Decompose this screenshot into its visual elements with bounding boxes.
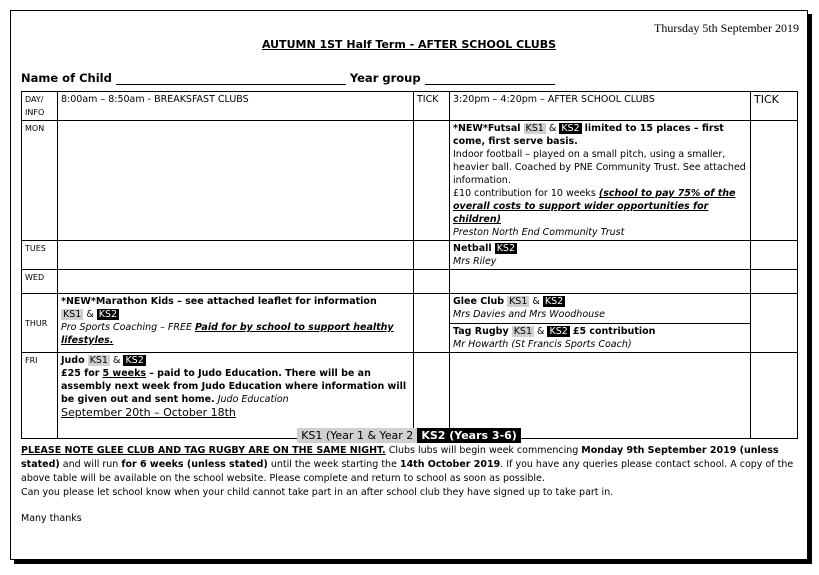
netball-title: Netball: [453, 243, 492, 254]
name-label: Name of Child: [21, 71, 112, 85]
ks1-badge: KS1: [513, 326, 532, 337]
judo-weeks: 5 weeks: [102, 368, 147, 379]
ks2-badge: KS2: [549, 326, 568, 337]
table-row-wed: [22, 270, 798, 294]
key-ks2: KS2 (Years 3-6): [417, 428, 521, 443]
mon-morning: [58, 121, 414, 241]
futsal-provider: Preston North End Community Trust: [453, 227, 625, 238]
fri-tick-2[interactable]: [751, 353, 798, 439]
tues-tick-2[interactable]: [751, 241, 798, 270]
footer-p1: Clubs lubs will begin week commencing: [388, 445, 579, 456]
judo-dates: September 20th – October 18th: [61, 406, 236, 419]
header-day: DAY/ INFO: [22, 92, 58, 121]
tues-morning: [58, 241, 414, 270]
table-row-tues: [22, 241, 798, 270]
and-text: &: [86, 309, 94, 320]
thur-after: [450, 294, 751, 353]
header-after: 3:20pm – 4:20pm – AFTER SCHOOL CLUBS: [450, 92, 751, 121]
and-text: &: [537, 326, 545, 337]
footer-paragraph: [21, 444, 797, 486]
footer-p1b: Monday 9th September 2019 (unless stated): [21, 445, 779, 470]
wed-after: [450, 270, 751, 294]
footer-p2c: until the week starting the: [270, 459, 397, 470]
glee-title: Glee Club: [453, 296, 505, 307]
footer-thanks: Many thanks: [21, 513, 82, 524]
ks2-badge: KS2: [544, 296, 564, 307]
thur-morning: [58, 294, 414, 353]
day-wed: WED: [22, 270, 58, 294]
judo-desc: – paid to Judo Education. There will be an assembly next week from Judo Education where information will be given out and sent home.: [61, 368, 407, 405]
footer-p2: and will run: [62, 459, 119, 470]
fri-tick-1[interactable]: [414, 353, 450, 439]
futsal-note: (school to pay 75% of the overall costs to support wider opportunities for children): [453, 188, 736, 225]
and-text: &: [548, 123, 557, 134]
table-row-fri: [22, 353, 798, 439]
netball-teacher: Mrs Riley: [453, 256, 497, 267]
footer-note: PLEASE NOTE GLEE CLUB AND TAG RUGBY ARE ON THE SAME NIGHT.: [21, 445, 386, 456]
footer-p2e: . If you have any queries please contact school. A copy of the above table will be available on the school website. Please complete and return to school as soon as possible.: [21, 459, 794, 484]
futsal-title: *NEW*Futsal: [453, 123, 521, 134]
tag-rugby-coach: Mr Howarth (St Francis Sports Coach): [453, 339, 632, 350]
mon-after: [450, 121, 751, 241]
judo-title: Judo: [61, 355, 85, 366]
page-title: AUTUMN 1ST Half Term - AFTER SCHOOL CLUBS: [261, 38, 557, 51]
key-ks1: KS1 (Year 1 & Year 2: [297, 428, 417, 443]
wed-morning: [58, 270, 414, 294]
thur-tick-2[interactable]: [751, 294, 798, 353]
marathon-note: Paid for by school to support healthy lifestyles.: [61, 322, 394, 346]
footer: [21, 429, 797, 526]
name-field[interactable]: [116, 72, 346, 85]
clubs-table: [21, 91, 798, 439]
glee-teachers: Mrs Davies and Mrs Woodhouse: [453, 309, 605, 320]
tues-after: [450, 241, 751, 270]
table-header: [22, 92, 798, 121]
tag-rugby-title: Tag Rugby: [453, 326, 509, 337]
document-page: [10, 10, 808, 560]
table-row-mon: [22, 121, 798, 241]
header-tick2: TICK: [751, 92, 798, 121]
marathon-provider: Pro Sports Coaching – FREE: [61, 322, 193, 333]
mon-tick-2[interactable]: [751, 121, 798, 241]
header-tick: TICK: [414, 92, 450, 121]
day-mon: MON: [22, 121, 58, 241]
year-label: Year group: [349, 71, 421, 85]
judo-cost: £25 for: [61, 368, 100, 379]
judo-provider: Judo Education: [217, 394, 289, 405]
ks2-badge: KS2: [496, 243, 516, 254]
ks1-badge: KS1: [509, 296, 528, 307]
futsal-cost: £10 contribution for 10 weeks: [453, 188, 596, 199]
footer-p3: Can you please let school know when your child cannot take part in an after school club they have signed up to take part in.: [21, 487, 614, 498]
fri-morning: [58, 353, 414, 439]
and-text: &: [532, 296, 540, 307]
year-field[interactable]: [425, 72, 555, 85]
thur-tick-1[interactable]: [414, 294, 450, 353]
ks1-badge: KS1: [63, 309, 82, 320]
marathon-title: *NEW*Marathon Kids – see attached leaflet for information: [61, 296, 377, 307]
wed-tick-2[interactable]: [751, 270, 798, 294]
ks2-badge: KS2: [125, 355, 144, 366]
footer-p2d: 14th October 2019: [399, 459, 501, 470]
tag-rugby-cost: £5 contribution: [572, 326, 656, 337]
tues-tick-1[interactable]: [414, 241, 450, 270]
key-stage-legend: [21, 429, 797, 443]
and-text: &: [113, 355, 121, 366]
day-fri: FRI: [22, 353, 58, 439]
ks2-badge: KS2: [98, 309, 118, 320]
wed-tick-1[interactable]: [414, 270, 450, 294]
ks1-badge: KS1: [89, 355, 108, 366]
ks1-badge: KS1: [525, 123, 544, 134]
day-thur: THUR: [22, 294, 58, 353]
ks2-badge: KS2: [561, 123, 580, 134]
futsal-places: limited to 15 places – first come, first serve basis.: [453, 123, 724, 147]
mon-tick-1[interactable]: [414, 121, 450, 241]
day-tues: TUES: [22, 241, 58, 270]
date: Thursday 5th September 2019: [654, 21, 799, 35]
header-morning: 8:00am – 8:50am - BREAKSFAST CLUBS: [58, 92, 414, 121]
name-year-row: [21, 71, 555, 85]
fri-after: [450, 353, 751, 439]
table-row-thur: [22, 294, 798, 353]
futsal-desc: Indoor football – played on a small pitch, using a smaller, heavier ball. Coached by PNE Community Trust. See attached information.: [453, 149, 746, 186]
footer-p2b: for 6 weeks (unless stated): [121, 459, 268, 470]
